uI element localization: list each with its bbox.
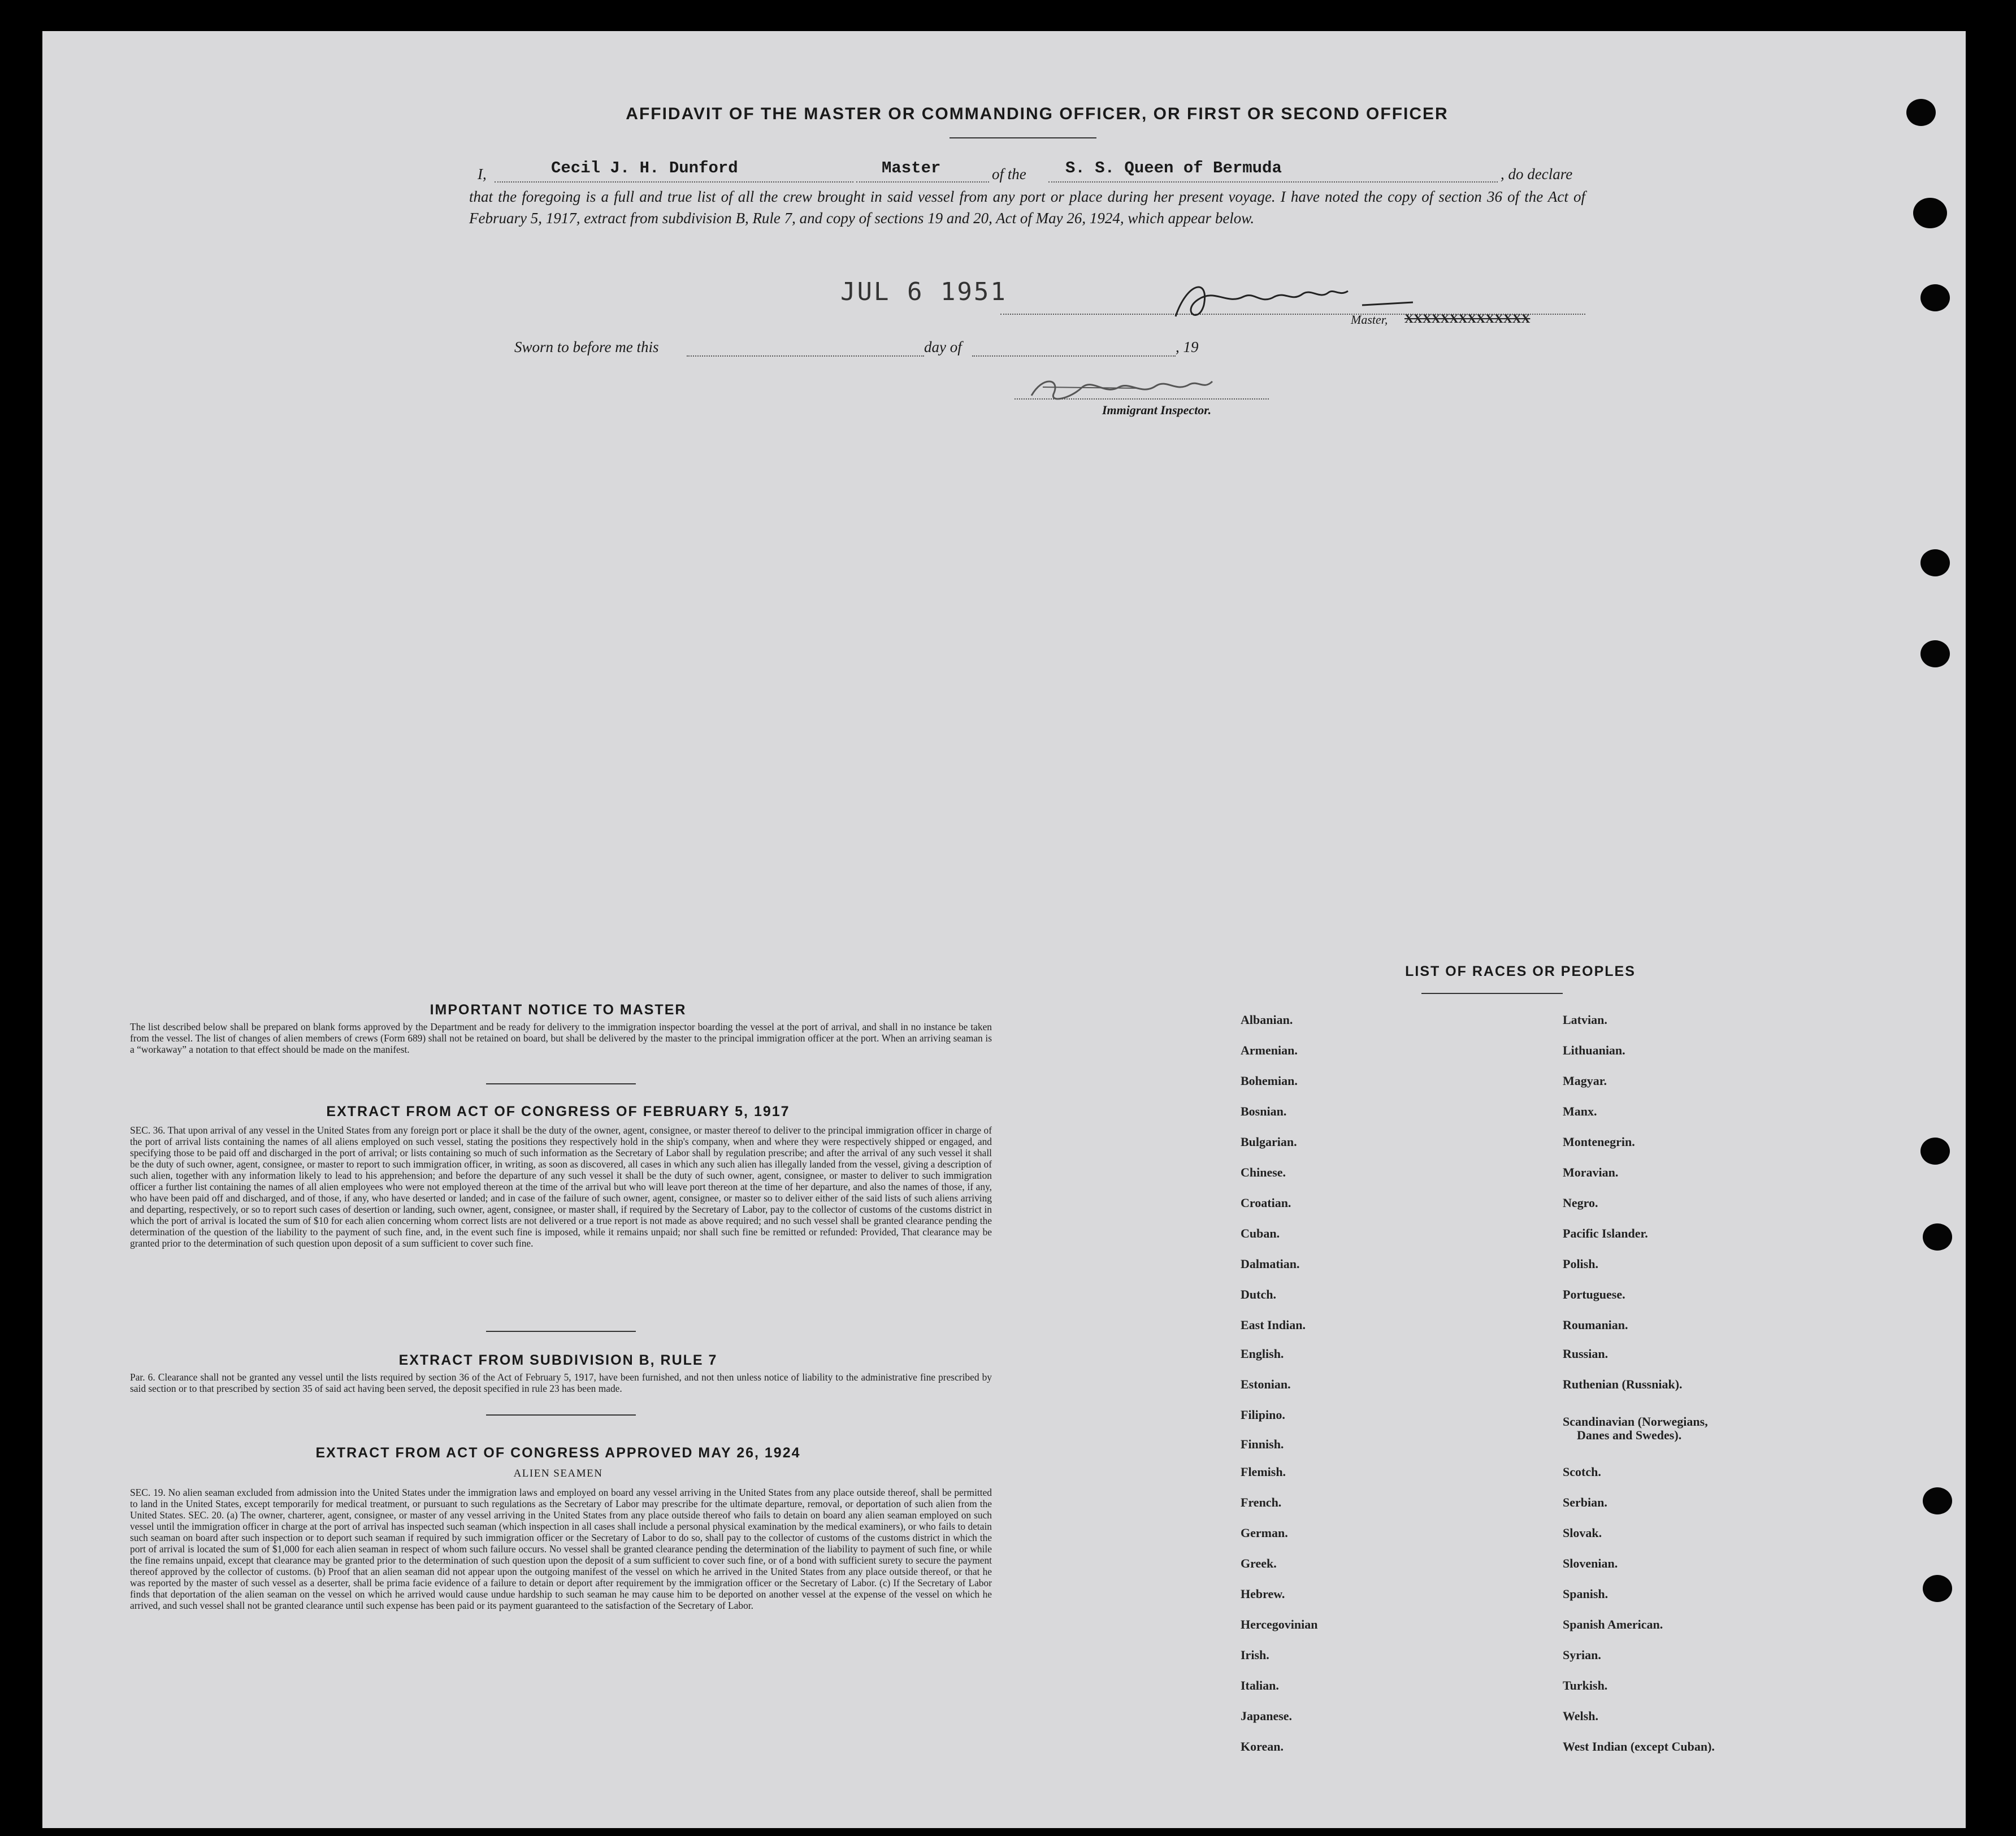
race-west-indian: West Indian (except Cuban).: [1563, 1739, 1715, 1753]
struck-text: XXXXXXXXXXXXXX: [1404, 311, 1531, 325]
race-german: German.: [1241, 1526, 1288, 1540]
punch-hole: [1923, 1223, 1952, 1251]
of-the-text: of the: [992, 166, 1026, 183]
extract-rule7-title: EXTRACT FROM SUBDIVISION B, RULE 7: [398, 1352, 718, 1368]
race-russian: Russian.: [1563, 1347, 1609, 1361]
punch-hole: [1920, 640, 1950, 667]
race-polish: Polish.: [1563, 1257, 1598, 1271]
races-title: LIST OF RACES OR PEOPLES: [1405, 963, 1636, 979]
extract-1917-body: SEC. 36. That upon arrival of any vessel in the United States from any foreign port or place it shall be the duty of the owner, agent, consignee, or master thereof to deliver to the principal immigration officer in charge of the port of arrival lists containing the names of all aliens employed on such vessel, stating the positions they respectively hold in the ship's company, when and where they were respectively shipped or engaged, and specifying those to be paid off and discharged in the port of arrival; or lists containing so much of such information as the Secretary of Labor shall by regulation prescribe; and after the arrival of any such vessel it shall be the duty of such owner, agent, consignee, or master to report to such immigration officer, in writing, as soon as discovered, all cases in which any such alien has illegally landed from the vessel, giving a description of such alien, together with any information likely to lead to his apprehension; and before the departure of any such vessel it shall be the duty of such owner, agent, consignee, or master to deliver to such immigration officer a further list containing the names of all alien employees who were not employed thereon at the time of the arrival but who will leave port thereon at the time of her departure, and also the names of those, if any, who have been paid off and discharged, and of those, if any, who have deserted or landed; and in case of the failure of such owner, agent, consignee, or master so to deliver either of the said lists of such aliens arriving and departing, respectively, or so to report such cases of desertion or landing, such owner, agent, consignee, or master shall, if required by the Secretary of Labor, pay to the collector of customs of the customs district in which the port of arrival is located the sum of $10 for each alien concerning whom correct lists are not delivered or a true report is not made as above required; and no such vessel shall be granted clearance pending the determination of the question of the liability to the payment of such fine, and, in the event such fine is imposed, while it remains unpaid; nor shall such fine be remitted or refunded: Provided, That clearance may be granted prior to the determination of such question upon deposit of a sum sufficient to cover such fine.: [130, 1125, 992, 1249]
race-scandinavian: Scandinavian (Norwegians,: [1563, 1414, 1708, 1429]
race-montenegrin: Montenegrin.: [1563, 1135, 1635, 1149]
race-estonian: Estonian.: [1241, 1377, 1291, 1391]
day-of-text: day of: [924, 338, 962, 355]
race-albanian: Albanian.: [1241, 1013, 1293, 1027]
vessel-name: S. S. Queen of Bermuda: [1065, 159, 1282, 177]
race-french: French.: [1241, 1495, 1282, 1509]
race-moravian: Moravian.: [1563, 1165, 1619, 1179]
race-manx: Manx.: [1563, 1104, 1597, 1118]
race-turkish: Turkish.: [1563, 1678, 1608, 1692]
punch-hole: [1913, 198, 1947, 228]
title-rule: [950, 137, 1096, 138]
document-page: [42, 31, 1966, 1828]
race-hercegovinian: Hercegovinian: [1241, 1617, 1318, 1631]
race-east-indian: East Indian.: [1241, 1318, 1306, 1332]
race-portuguese: Portuguese.: [1563, 1287, 1625, 1301]
race-negro: Negro.: [1563, 1196, 1598, 1210]
vessel-line: [1048, 181, 1498, 183]
race-scandinavian-line2: Danes and Swedes).: [1577, 1428, 1682, 1442]
race-dutch: Dutch.: [1241, 1287, 1276, 1301]
punch-hole: [1920, 284, 1950, 311]
race-bulgarian: Bulgarian.: [1241, 1135, 1297, 1149]
race-croatian: Croatian.: [1241, 1196, 1291, 1210]
race-finnish: Finnish.: [1241, 1437, 1284, 1451]
punch-hole: [1906, 99, 1936, 126]
extract-rule7-body: Par. 6. Clearance shall not be granted any vessel until the lists required by section 36 of the Act of February 5, 1917, have been furnished, and not then unless notice of liability to the administrative fine prescribed by said section or to that prescribed by section 35 of said act having been served, the deposit specified in rule 23 has been made.: [130, 1371, 992, 1394]
inspector-label: Immigrant Inspector.: [1102, 403, 1212, 417]
race-syrian: Syrian.: [1563, 1648, 1601, 1662]
race-slovak: Slovak.: [1563, 1526, 1602, 1540]
race-cuban: Cuban.: [1241, 1226, 1280, 1240]
race-slovenian: Slovenian.: [1563, 1556, 1618, 1570]
name-line: [495, 181, 853, 183]
master-name: Cecil J. H. Dunford: [551, 159, 738, 177]
divider: [486, 1331, 636, 1332]
race-ruthenian: Ruthenian (Russniak).: [1563, 1377, 1683, 1391]
races-rule: [1421, 993, 1563, 994]
race-spanish: Spanish.: [1563, 1587, 1609, 1601]
race-filipino: Filipino.: [1241, 1408, 1285, 1422]
notice-body: The list described below shall be prepared on blank forms approved by the Department and be ready for delivery to the immigration inspector boarding the vessel at the port of arrival, and shall in no instance be taken from the vessel. The list of changes of alien members of crews (Form 689) shall not be retained on board, but shall be delivered by the master to the principal immigration officer at the port. When an arriving seaman is a “workaway” a notation to that effect should be made on the manifest.: [130, 1021, 992, 1055]
race-magyar: Magyar.: [1563, 1074, 1607, 1088]
divider: [486, 1414, 636, 1416]
race-flemish: Flemish.: [1241, 1465, 1286, 1479]
race-greek: Greek.: [1241, 1556, 1277, 1570]
race-scotch: Scotch.: [1563, 1465, 1601, 1479]
race-serbian: Serbian.: [1563, 1495, 1607, 1509]
race-hebrew: Hebrew.: [1241, 1587, 1285, 1601]
race-latvian: Latvian.: [1563, 1013, 1607, 1027]
race-english: English.: [1241, 1347, 1284, 1361]
extract-1924-body: SEC. 19. No alien seaman excluded from admission into the United States under the immigration laws and employed on board any vessel arriving in the United States from any place outside thereof, shall be permitted to land in the United States, except temporarily for medical treatment, or pursuant to such regulations as the Secretary of Labor may prescribe for the ultimate departure, removal, or deportation of such alien from the United States. SEC. 20. (a) The owner, charterer, agent, consignee, or master of any vessel arriving in the United States from any place outside thereof who fails to detain on board any alien seaman employed on such vessel until the immigration officer in charge at the port of arrival has inspected such seaman (which inspection in all cases shall include a personal physical examination by the medical examiners), or who fails to detain such seaman on board after such inspection or to deport such seaman if required by such immigration officer or the Secretary of Labor to do so, shall pay to the collector of customs of the customs district in which the port of arrival is located the sum of $1,000 for each alien seaman in respect of whom such failure occurs. No vessel shall be granted clearance pending the determination of the liability to payment of such fine, or while the fine remains unpaid, except that clearance may be granted prior to the determination of such question upon the deposit of a sum sufficient to cover such fine, or of a bond with sufficient surety to secure the payment thereof approved by the collector of customs. (b) Proof that an alien seaman did not appear upon the outgoing manifest of the vessel on which he arrived in the United States from any place outside thereof, or that he was reported by the master of such vessel as a deserter, shall be prima facie evidence of a failure to detain or deport after requirement by the immigration officer or the Secretary of Labor. (c) If the Secretary of Labor finds that deportation of the alien seaman on the vessel on which he arrived would cause undue hardship to such seaman he may cause him to be deported on another vessel at the expense of the vessel on which he arrived, and such vessel shall not be granted clearance until such expense has been paid or its payment guaranteed to the satisfaction of the Secretary of Labor.: [130, 1487, 992, 1611]
race-welsh: Welsh.: [1563, 1709, 1598, 1723]
punch-hole: [1920, 549, 1950, 576]
extract-1924-title: EXTRACT FROM ACT OF CONGRESS APPROVED MAY 26, 1924: [315, 1445, 801, 1461]
race-bosnian: Bosnian.: [1241, 1104, 1287, 1118]
race-spanish-american: Spanish American.: [1563, 1617, 1663, 1631]
date-stamp: JUL 6 1951: [840, 277, 1007, 306]
race-korean: Korean.: [1241, 1739, 1284, 1753]
race-lithuanian: Lithuanian.: [1563, 1043, 1625, 1057]
master-rank: Master: [882, 159, 941, 177]
race-dalmatian: Dalmatian.: [1241, 1257, 1300, 1271]
race-armenian: Armenian.: [1241, 1043, 1298, 1057]
extract-1917-title: EXTRACT FROM ACT OF CONGRESS OF FEBRUARY 5, 1917: [326, 1104, 790, 1119]
race-italian: Italian.: [1241, 1678, 1279, 1692]
punch-hole: [1920, 1138, 1950, 1165]
divider: [486, 1083, 636, 1084]
master-label: Master,: [1351, 312, 1388, 327]
race-chinese: Chinese.: [1241, 1165, 1286, 1179]
race-irish: Irish.: [1241, 1648, 1269, 1662]
race-pacific-islander: Pacific Islander.: [1563, 1226, 1648, 1240]
alien-seamen-subtitle: ALIEN SEAMEN: [513, 1468, 603, 1479]
punch-hole: [1923, 1487, 1952, 1514]
notice-title: IMPORTANT NOTICE TO MASTER: [430, 1002, 687, 1018]
race-bohemian: Bohemian.: [1241, 1074, 1298, 1088]
sworn-text: Sworn to before me this: [514, 338, 659, 355]
do-declare-text: , do declare: [1501, 166, 1573, 183]
sworn-month-line: [972, 355, 1176, 357]
affidavit-title: AFFIDAVIT OF THE MASTER OR COMMANDING OFFICER, OR FIRST OR SECOND OFFICER: [626, 105, 1449, 123]
sworn-day-line: [687, 355, 924, 357]
race-roumanian: Roumanian.: [1563, 1318, 1628, 1332]
declaration-i: I,: [478, 166, 487, 183]
race-japanese: Japanese.: [1241, 1709, 1293, 1723]
punch-hole: [1923, 1575, 1952, 1602]
rank-line: [856, 181, 989, 183]
year-prefix: , 19: [1176, 338, 1199, 355]
declaration-body: that the foregoing is a full and true list of all the crew brought in said vessel from any port or place during her present voyage. I have noted the copy of section 36 of the Act of February 5, 1917, extract from subdivision B, Rule 7, and copy of sections 19 and 20, Act of May 26, 1924, which appear below.: [469, 188, 1585, 227]
